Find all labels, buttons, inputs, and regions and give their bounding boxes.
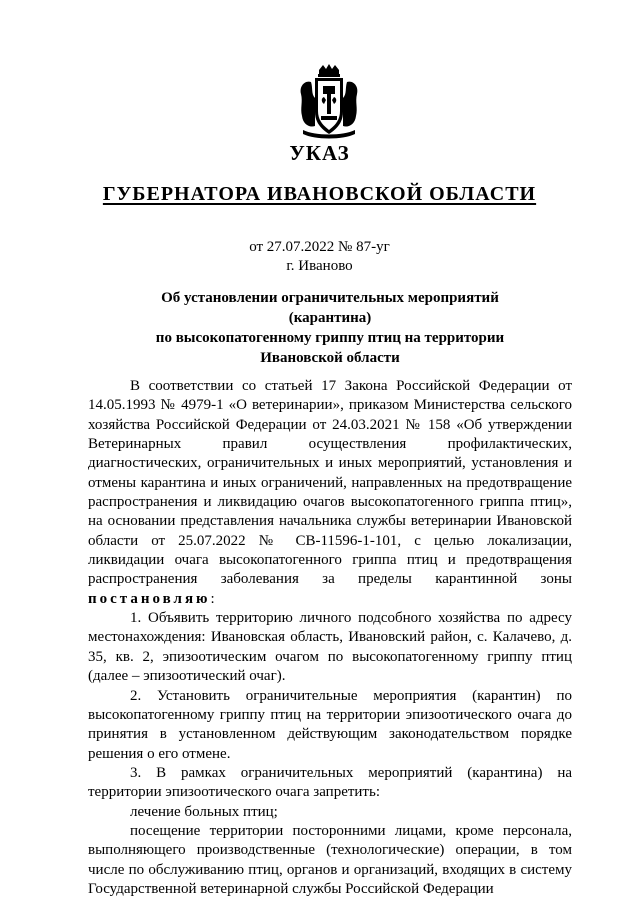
paragraph-item-1: 1. Объявить территорию личного подсобного хозяйства по адресу местонахождения: Ивановская область, Ивановский район, с. Калачево, д. 35, кв. 2, эпизоотическим очагом по высокопатогенному гриппу птиц (далее – эпизоотический очаг).	[88, 610, 572, 685]
document-body	[88, 377, 572, 899]
document-city: г. Иваново	[286, 258, 353, 274]
document-issuer	[0, 181, 639, 207]
issuer-text: ГУБЕРНАТОРА ИВАНОВСКОЙ ОБЛАСТИ	[102, 183, 537, 205]
paragraph-item-3-a: лечение больных птиц;	[130, 803, 278, 820]
coat-of-arms-icon	[297, 64, 361, 142]
paragraph-item-3: 3. В рамках ограничительных мероприятий (карантина) на территории эпизоотического очага запретить:	[88, 764, 572, 801]
document-title	[120, 288, 540, 368]
paragraph-intro	[88, 377, 572, 609]
document-date-number: от 27.07.2022 № 87-уг	[249, 239, 390, 255]
decree-colon: :	[210, 590, 215, 607]
paragraph-item-2: 2. Установить ограничительные мероприятия (карантин) по высокопатогенному гриппу птиц на территории эпизоотического очага до принятия в установленном действующим законодательством порядке решения о его отмене.	[88, 687, 572, 762]
decree-word: постановляю	[88, 590, 211, 607]
intro-text: В соответствии со статьей 17 Закона Российской Федерации от 14.05.1993 № 4979-1 «О ветеринарии», приказом Министерства сельского хозяйства Российской Федерации от 24.03.2021 № 158 «Об утверждении Ветеринарных правил осуществления профилактических, диагностических, ограничительных и иных мероприятий, установления и отмены карантина и иных ограничений, направленных на предотвращение распространения и ликвидацию очагов высокопатогенного гриппа птиц», на основании представления начальника службы ветеринарии Ивановской области от 25.07.2022 № СВ-11596-1-101, с целью локализации, ликвидации очага высокопатогенного гриппа птиц и предотвращения распространения заболевания за пределы карантинной зоны	[88, 378, 572, 588]
paragraph-item-3-b: посещение территории посторонними лицами, кроме персонала, выполняющего производственные (технологические) операции, в том числе по обслуживанию птиц, органов и организаций, входящих в систему Государственной ветеринарной службы Российской Федерации	[88, 822, 572, 897]
title-line-2: по высокопатогенному гриппу птиц на территории	[155, 330, 505, 346]
document-type: УКАЗ	[289, 141, 350, 165]
title-line-1: Об установлении ограничительных мероприятий (карантина)	[161, 290, 499, 326]
title-line-3: Ивановской области	[260, 350, 400, 366]
